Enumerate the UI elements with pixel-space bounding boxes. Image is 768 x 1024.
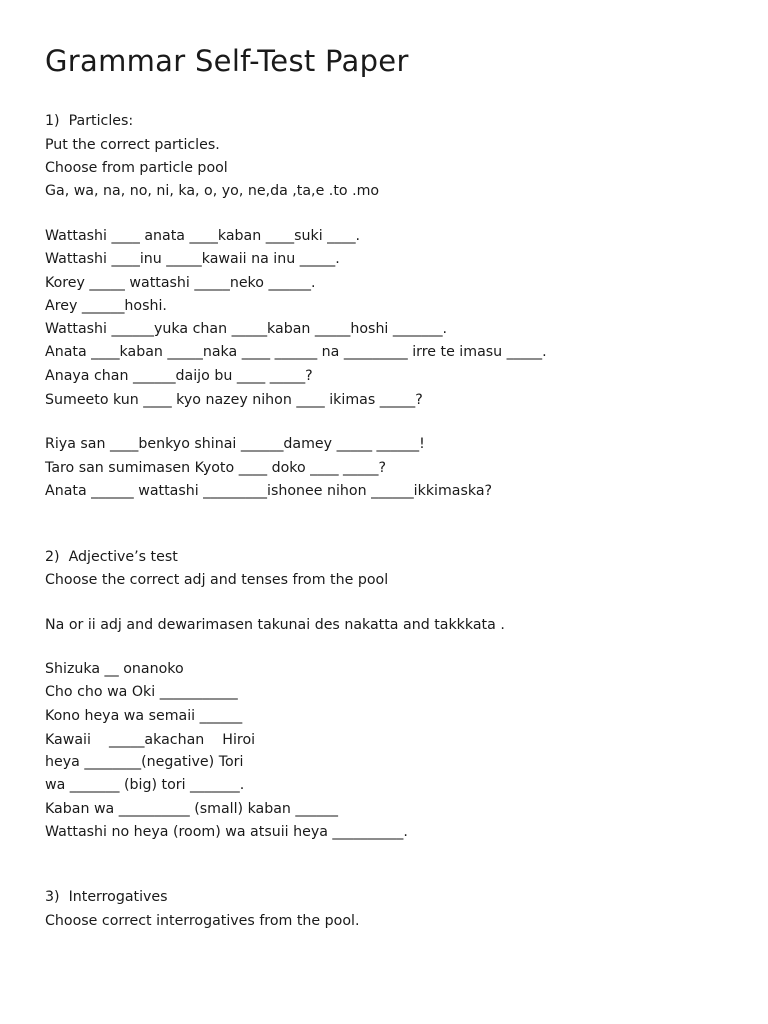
section-2-instruction: Choose the correct adj and tenses from the pool — [45, 572, 389, 588]
exercise-line: Shizuka __ onanoko — [45, 661, 184, 677]
exercise-line: Wattashi ______yuka chan _____kaban _____hoshi _______. — [45, 321, 448, 337]
page-title: Grammar Self-Test Paper — [45, 44, 409, 78]
exercise-line: Riya san ____benkyo shinai ______damey _____ ______! — [45, 436, 425, 452]
section-2-heading: 2) Adjective’s test — [45, 549, 178, 565]
exercise-line: Kawaii _____akachan Hiroi — [45, 732, 256, 748]
particle-pool: Ga, wa, na, no, ni, ka, o, yo, ne,da ,ta,e .to .mo — [45, 183, 380, 199]
exercise-line: Kono heya wa semaii ______ — [45, 708, 243, 724]
exercise-line: heya ________(negative) Tori — [45, 754, 244, 770]
exercise-line: Anaya chan ______daijo bu ____ _____? — [45, 368, 313, 384]
exercise-line: Taro san sumimasen Kyoto ____ doko ____ _____? — [45, 460, 387, 476]
section-3-instruction: Choose correct interrogatives from the pool. — [45, 913, 360, 929]
exercise-line: Korey _____ wattashi _____neko ______. — [45, 275, 316, 291]
exercise-line: Anata ____kaban _____naka ____ ______ na _________ irre te imasu _____. — [45, 344, 547, 360]
exercise-line: Wattashi no heya (room) wa atsuii heya __________. — [45, 824, 408, 840]
exercise-line: Anata ______ wattashi _________ishonee nihon ______ikkimaska? — [45, 483, 493, 499]
section-1-heading: 1) Particles: — [45, 113, 134, 129]
exercise-line: Arey ______hoshi. — [45, 298, 167, 314]
exercise-line: wa _______ (big) tori _______. — [45, 777, 245, 793]
exercise-line: Sumeeto kun ____ kyo nazey nihon ____ ikimas _____? — [45, 392, 423, 408]
exercise-line: Kaban wa __________ (small) kaban ______ — [45, 801, 338, 817]
exercise-line: Cho cho wa Oki ___________ — [45, 684, 238, 700]
adjective-pool: Na or ii adj and dewarimasen takunai des nakatta and takkkata . — [45, 617, 505, 633]
section-3-heading: 3) Interrogatives — [45, 889, 168, 905]
exercise-line: Wattashi ____ anata ____kaban ____suki ____. — [45, 228, 361, 244]
exercise-line: Wattashi ____inu _____kawaii na inu _____. — [45, 251, 340, 267]
section-1-instruction: Put the correct particles. — [45, 137, 220, 153]
section-1-instruction: Choose from particle pool — [45, 160, 228, 176]
